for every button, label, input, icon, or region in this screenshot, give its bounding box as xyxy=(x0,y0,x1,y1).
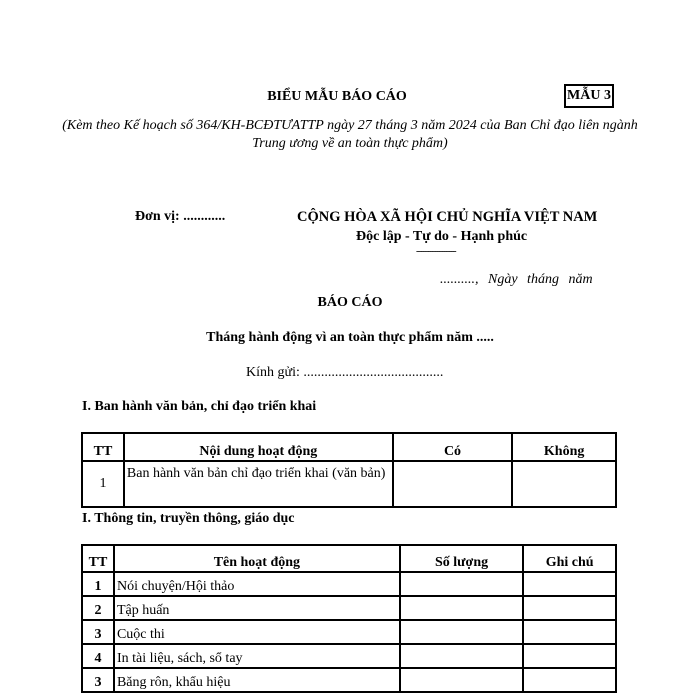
section1-heading: I. Ban hành văn bản, chỉ đạo triển khai xyxy=(82,399,317,414)
row-activity: Nói chuyện/Hội thảo xyxy=(114,572,400,596)
row-activity: Cuộc thi xyxy=(114,620,400,644)
row-note-cell[interactable] xyxy=(523,596,616,620)
row-quantity-cell[interactable] xyxy=(400,620,524,644)
motto-underline: ----------------- xyxy=(416,246,456,257)
row-note-cell[interactable] xyxy=(523,668,616,692)
date-line: .........., Ngày tháng năm xyxy=(440,272,593,287)
national-motto: Độc lập - Tự do - Hạnh phúc xyxy=(356,229,528,244)
column-header-no: Không xyxy=(512,433,616,461)
row-number: 1 xyxy=(82,461,124,507)
row-quantity-cell[interactable] xyxy=(400,644,524,668)
addressee-line: Kính gửi: ........................................ xyxy=(246,365,444,380)
row-quantity-cell[interactable] xyxy=(400,572,524,596)
table-row xyxy=(82,572,616,596)
row-quantity-cell[interactable] xyxy=(400,596,524,620)
row-number: 4 xyxy=(82,644,114,668)
column-header-yes: Có xyxy=(393,433,513,461)
table-row xyxy=(82,620,616,644)
row-number: 1 xyxy=(82,572,114,596)
row-yes-cell[interactable] xyxy=(393,461,513,507)
table-header-row xyxy=(82,545,616,572)
report-subtitle: Tháng hành động vì an toàn thực phẩm năm ..... xyxy=(206,330,494,345)
republic-name: CỘNG HÒA XÃ HỘI CHỦ NGHĨA VIỆT NAM xyxy=(297,209,598,225)
row-note-cell[interactable] xyxy=(523,644,616,668)
row-activity: Tập huấn xyxy=(114,596,400,620)
row-no-cell[interactable] xyxy=(512,461,616,507)
form-title: BIỂU MẪU BÁO CÁO xyxy=(267,89,407,104)
directive-table xyxy=(81,432,617,508)
column-header-note: Ghi chú xyxy=(523,545,616,572)
unit-line: Đơn vị: ............ xyxy=(135,209,226,224)
row-content: Ban hành văn bản chỉ đạo triển khai (văn bản) xyxy=(124,461,393,507)
row-activity: In tài liệu, sách, sổ tay xyxy=(114,644,400,668)
table-row xyxy=(82,596,616,620)
row-note-cell[interactable] xyxy=(523,620,616,644)
table-header-row xyxy=(82,433,616,461)
column-header-activity: Tên hoạt động xyxy=(114,545,400,572)
row-number: 3 xyxy=(82,668,114,692)
table-row xyxy=(82,644,616,668)
row-note-cell[interactable] xyxy=(523,572,616,596)
row-activity: Băng rôn, khẩu hiệu xyxy=(114,668,400,692)
section2-heading: I. Thông tin, truyền thông, giáo dục xyxy=(82,511,295,526)
attachment-note: (Kèm theo Kế hoạch số 364/KH-BCĐTƯATTP ngày 27 tháng 3 năm 2024 của Ban Chỉ đạo liên ngành Trung ương về an toàn thực phẩm) xyxy=(62,118,638,151)
report-heading: BÁO CÁO xyxy=(317,295,383,310)
column-header-quantity: Số lượng xyxy=(400,545,524,572)
table-row xyxy=(82,461,616,507)
communication-table xyxy=(81,544,617,693)
column-header-tt: TT xyxy=(82,433,124,461)
column-header-content: Nội dung hoạt động xyxy=(124,433,393,461)
row-number: 3 xyxy=(82,620,114,644)
row-number: 2 xyxy=(82,596,114,620)
column-header-tt: TT xyxy=(82,545,114,572)
row-quantity-cell[interactable] xyxy=(400,668,524,692)
table-row xyxy=(82,668,616,692)
form-code-box: MẪU 3 xyxy=(564,84,614,108)
